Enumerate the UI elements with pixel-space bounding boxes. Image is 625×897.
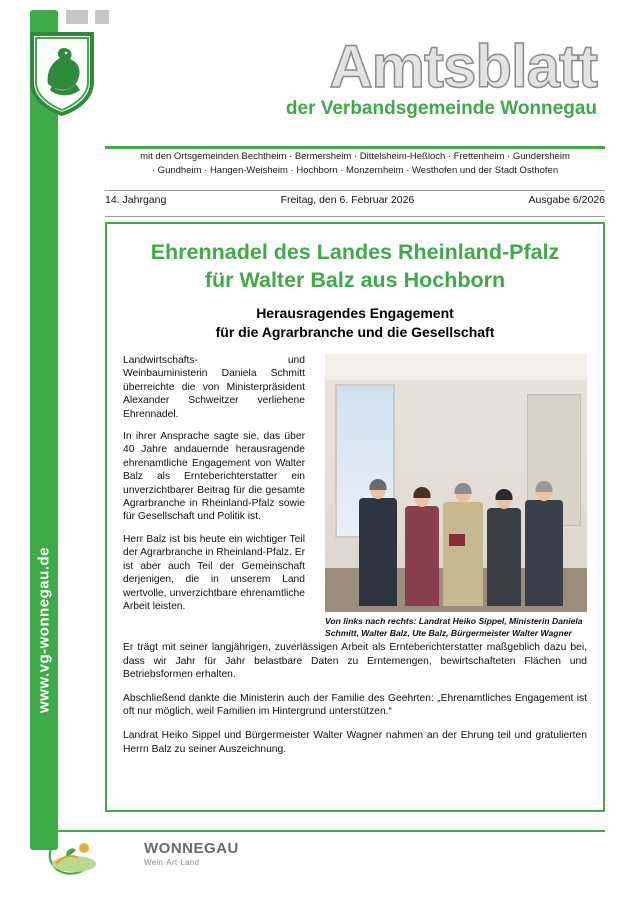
article-subheadline xyxy=(123,304,587,342)
article-figure xyxy=(325,354,587,639)
article-subheadline-line-1: Herausragendes Engagement xyxy=(256,305,454,321)
issue-number: Ausgabe 6/2026 xyxy=(528,194,605,206)
masthead-subtitle: der Verbandsgemeinde Wonnegau xyxy=(285,98,597,119)
divider-thin-2 xyxy=(105,216,605,217)
article-photo xyxy=(325,354,587,612)
page-title: Amtsblatt xyxy=(329,33,597,100)
article-paragraph: Herr Balz ist bis heute ein wichtiger Teil der Agrarbranche in Rheinland-Pfalz. Er ist aber auch Teil der Gemeinschaft derjenigen, die in unserem Land wertvolle, unverzichtbare ehrenamtliche Arbeit leisten. xyxy=(123,533,306,612)
article-subheadline-line-2: für die Agrarbranche und die Gesellschaft xyxy=(215,324,495,340)
divider-thin-1 xyxy=(105,190,605,191)
website-url-vertical: www.vg-wonnegau.de xyxy=(35,547,53,713)
issue-info-bar xyxy=(105,194,605,206)
article-headline-line-2: für Walter Balz aus Hochborn xyxy=(204,268,506,292)
divider-green-bottom xyxy=(30,830,605,832)
municipalities-line-1: mit den Ortsgemeinden Bechtheim · Bermersheim · Dittelsheim-Heßloch · Frettenheim · Gundersheim xyxy=(140,151,570,162)
lead-article xyxy=(105,222,605,812)
member-municipalities xyxy=(105,150,605,178)
article-paragraph: In ihrer Ansprache sagte sie, das über 40 Jahre andauernde herausragende ehrenamtliche Engagement von Walter Balz als Ernteberichterstatter ein unverzichtbarer Beitrag für die gesamte Agrarbranche in Rheinland-Pfalz sowie für Gesellschaft und Politik ist. xyxy=(123,431,305,523)
top-grey-block-2 xyxy=(95,10,109,24)
article-headline-line-1: Ehrennadel des Landes Rheinland-Pfalz xyxy=(150,240,560,264)
wonnegau-logo xyxy=(44,836,274,882)
wonnegau-emblem-icon xyxy=(44,836,136,880)
masthead xyxy=(105,33,605,120)
wonnegau-logo-name: WONNEGAU xyxy=(144,840,239,857)
municipalities-line-2: · Gundheim · Hangen-Weisheim · Hochborn · Monzernheim · Westhofen und der Stadt Osthofen xyxy=(151,165,559,176)
article-headline xyxy=(123,238,587,294)
divider-green-top xyxy=(105,146,605,149)
top-grey-block-1 xyxy=(66,10,88,24)
article-paragraph: Landrat Heiko Sippel und Bürgermeister Walter Wagner nahmen an der Ehrung teil und gratulierten Herrn Balz zu seiner Auszeichnung. xyxy=(123,729,587,755)
issue-date: Freitag, den 6. Februar 2026 xyxy=(280,194,415,206)
issue-volume: 14. Jahrgang xyxy=(105,194,167,206)
article-text-column xyxy=(123,354,305,622)
wonnegau-logo-slogan: Wein·Art·Land xyxy=(144,858,200,867)
article-paragraph: Landwirtschafts- und Weinbauministerin Daniela Schmitt überreichte die von Ministerpräsident Alexander Schweitzer verliehene Ehrennadel. xyxy=(123,355,305,420)
article-full-width-text xyxy=(123,639,587,756)
article-paragraph: Er trägt mit seiner langjährigen, zuverlässigen Arbeit als Ernteberichterstatter maßgeblich dazu bei, dass wir Jahr für Jahr belastbare Daten zu Erntemengen, bewirtschafteten Flächen und Betriebsformen erhalten. xyxy=(123,642,587,681)
photo-caption: Von links nach rechts: Landrat Heiko Sippel, Ministerin Daniela Schmitt, Walter Balz, Ute Balz, Bürgermeister Walter Wagner xyxy=(325,616,583,638)
article-paragraph: Abschließend dankte die Ministerin auch der Familie des Geehrten: „Ehrenamtliches Engagement ist oft nur möglich, weil Familien im Hintergrund unterstützen.“ xyxy=(123,692,587,718)
coat-of-arms-icon xyxy=(28,32,96,116)
